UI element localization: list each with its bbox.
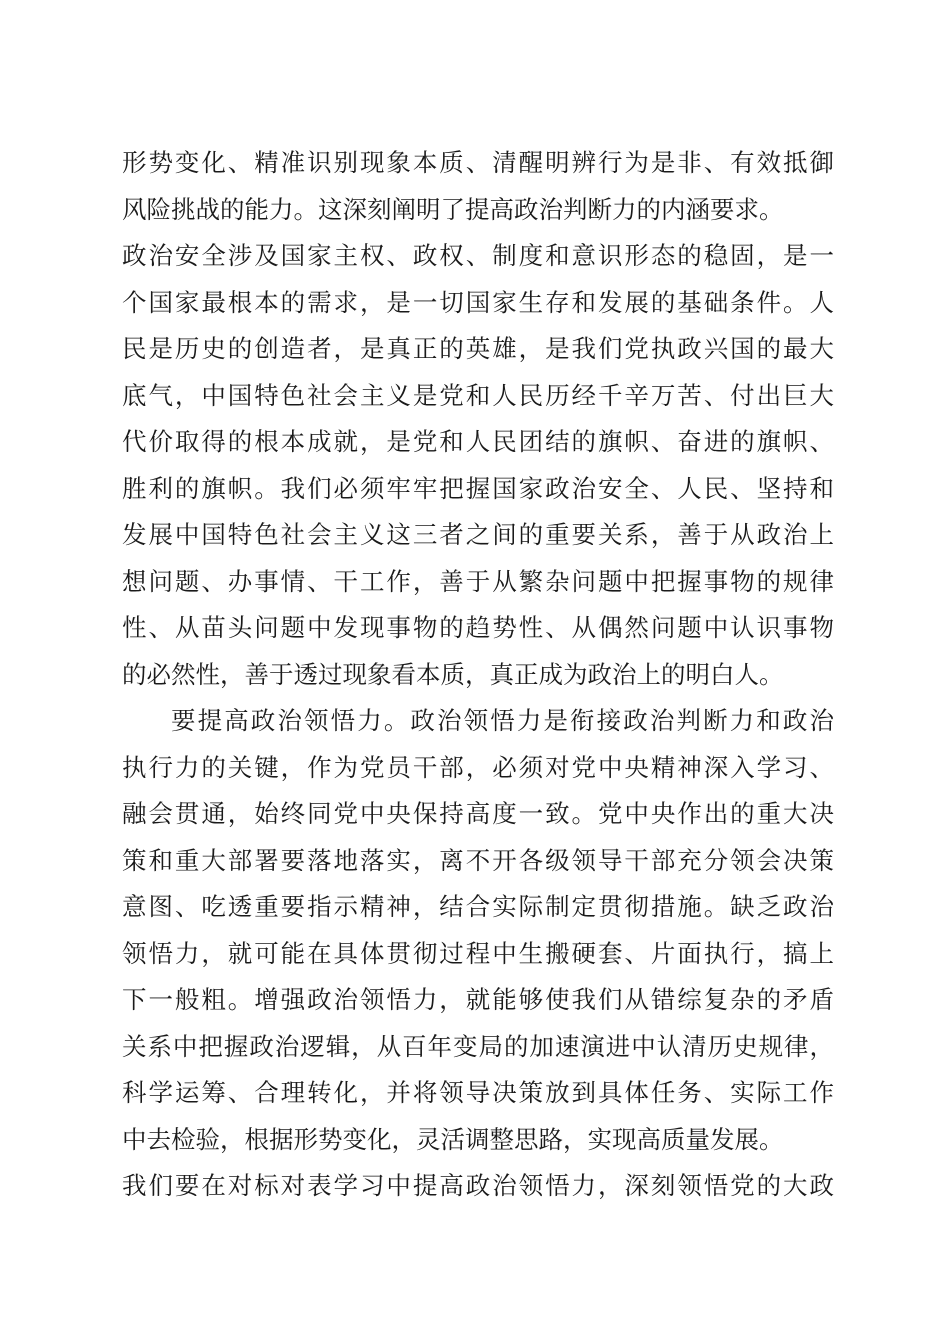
text-line: 代价取得的根本成就，是党和人民团结的旗帜、奋进的旗帜、	[122, 427, 834, 456]
text-line: 胜利的旗帜。我们必须牢牢把握国家政治安全、人民、坚持和	[122, 473, 834, 503]
text-line: 的必然性，善于透过现象看本质，真正成为政治上的明白人。	[122, 659, 784, 689]
text-line: 策和重大部署要落地落实，离不开各级领导干部充分领会决策	[122, 845, 834, 875]
text-line: 中去检验，根据形势变化，灵活调整思路，实现高质量发展。	[122, 1124, 784, 1154]
text-line: 想问题、办事情、干工作，善于从繁杂问题中把握事物的规律	[122, 566, 834, 596]
text-line: 融会贯通，始终同党中央保持高度一致。党中央作出的重大决	[122, 799, 834, 828]
text-line: 形势变化、精准识别现象本质、清醒明辨行为是非、有效抵御	[122, 148, 834, 177]
text-line: 民是历史的创造者，是真正的英雄，是我们党执政兴国的最大	[122, 334, 834, 363]
text-line: 关系中把握政治逻辑，从百年变局的加速演进中认清历史规律，	[122, 1031, 834, 1061]
text-line: 下一般粗。增强政治领悟力，就能够使我们从错综复杂的矛盾	[122, 985, 834, 1014]
text-line: 个国家最根本的需求，是一切国家生存和发展的基础条件。人	[122, 287, 834, 317]
text-line: 风险挑战的能力。这深刻阐明了提高政治判断力的内涵要求。	[122, 194, 784, 224]
paragraph-first-line: 要提高政治领悟力。政治领悟力是衔接政治判断力和政治	[171, 706, 834, 735]
text-line: 发展中国特色社会主义这三者之间的重要关系，善于从政治上	[122, 520, 834, 549]
body-text	[122, 140, 834, 1210]
text-line: 科学运筹、合理转化，并将领导决策放到具体任务、实际工作	[122, 1078, 834, 1107]
text-line: 底气，中国特色社会主义是党和人民历经千辛万苦、付出巨大	[122, 380, 834, 410]
text-line: 执行力的关键，作为党员干部，必须对党中央精神深入学习、	[122, 752, 834, 782]
text-line: 我们要在对标对表学习中提高政治领悟力，深刻领悟党的大政	[122, 1171, 834, 1200]
text-line: 政治安全涉及国家主权、政权、制度和意识形态的稳固，是一	[122, 241, 834, 270]
text-line: 意图、吃透重要指示精神，结合实际制定贯彻措施。缺乏政治	[122, 892, 834, 921]
text-line: 领悟力，就可能在具体贯彻过程中生搬硬套、片面执行，搞上	[122, 938, 834, 968]
text-line: 性、从苗头问题中发现事物的趋势性、从偶然问题中认识事物	[122, 613, 834, 642]
